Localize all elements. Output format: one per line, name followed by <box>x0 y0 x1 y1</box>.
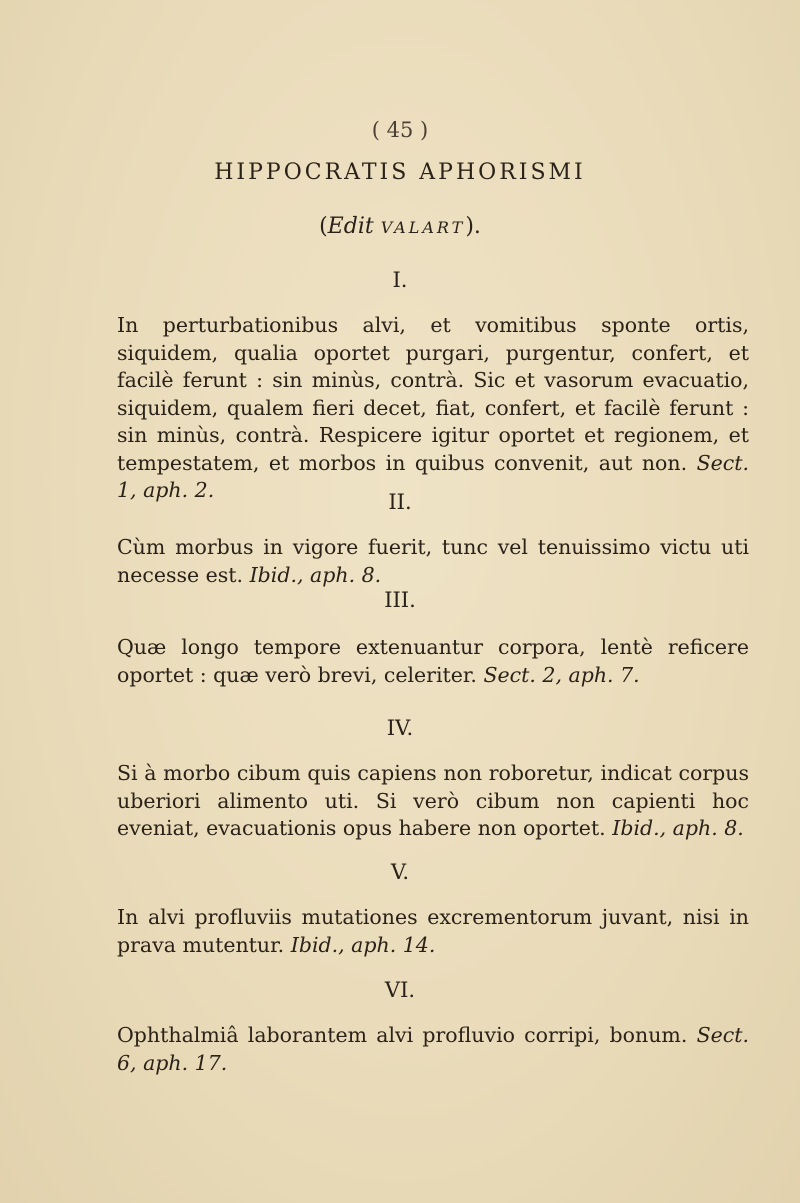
aphorism-ref-2: Ibid., aph. 8. <box>249 562 382 587</box>
aphorism-numeral-1: I. <box>392 268 408 292</box>
aphorism-text-2 <box>117 534 749 589</box>
aphorism-numeral-3: III. <box>384 588 416 612</box>
aphorism-body-4: Si à morbo cibum quis capiens non roboretur, indicat corpus uberiori alimento uti. Si verò cibum non capienti hoc eveniat, evacuationis opus habere non oportet. <box>117 761 749 840</box>
aphorism-numeral-2: II. <box>388 490 412 514</box>
aphorism-numeral-6: VI. <box>384 978 416 1002</box>
edition-label: Edit <box>327 214 374 239</box>
aphorism-body-2: Cùm morbus in vigore fuerit, tunc vel tenuissimo victu uti necesse est. <box>117 535 749 587</box>
aphorism-ref-4: Ibid., aph. 8. <box>612 816 744 840</box>
aphorism-numeral-4: IV. <box>386 716 414 740</box>
aphorism-text-6 <box>117 1022 749 1077</box>
aphorism-ref-1: Sect. 1, aph. 2. <box>117 450 749 502</box>
page-number: ( 45 ) <box>371 118 429 142</box>
aphorism-text-4 <box>117 760 749 843</box>
aphorism-text-1 <box>117 312 749 505</box>
page-title: HIPPOCRATIS APHORISMI <box>214 160 586 185</box>
aphorism-text-5 <box>117 904 749 959</box>
aphorism-ref-6: Sect. 6, aph. 17. <box>117 1023 749 1075</box>
edition-line <box>0 214 800 239</box>
aphorism-body-3: Quæ longo tempore extenuantur corpora, lentè reficere oportet : quæ verò brevi, celeriter. <box>117 635 749 687</box>
aphorism-body-5: In alvi profluviis mutationes excrementorum juvant, nisi in prava mutentur. <box>117 905 749 957</box>
aphorism-text-3 <box>117 634 749 689</box>
aphorism-body-1: In perturbationibus alvi, et vomitibus sponte ortis, siquidem, qualia oportet purgari, purgentur, confert, et facilè ferunt : sin minùs, contrà. Sic et vasorum evacuatio, siquidem, qualem fieri decet, fiat, confert, et facilè ferunt : sin minùs, contrà. Respicere igitur oportet et regionem, et tempestatem, et morbos in quibus convenit, aut non. <box>117 313 749 475</box>
aphorism-ref-5: Ibid., aph. 14. <box>290 932 436 957</box>
edition-close-paren: ). <box>465 214 481 239</box>
edition-open-paren: ( <box>319 214 328 239</box>
aphorism-numeral-5: V. <box>390 860 410 884</box>
aphorism-ref-3: Sect. 2, aph. 7. <box>483 662 640 687</box>
edition-name: VALART <box>380 218 466 237</box>
aphorism-body-6: Ophthalmiâ laborantem alvi profluvio corripi, bonum. <box>117 1023 688 1047</box>
